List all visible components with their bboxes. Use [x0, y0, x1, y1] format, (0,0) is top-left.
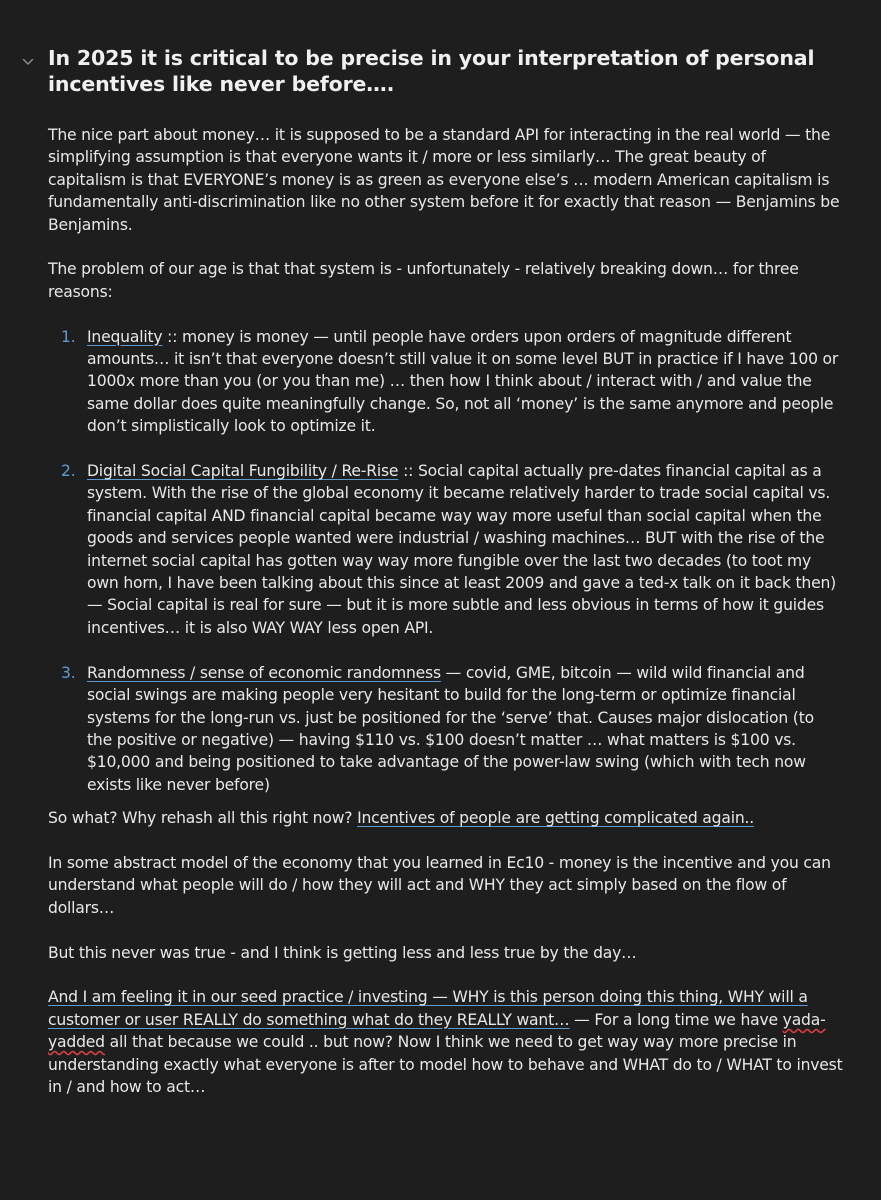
list-item	[48, 662, 843, 796]
section-heading[interactable]: In 2025 it is critical to be precise in your interpretation of personal incentives like never before….	[48, 46, 815, 96]
reason-text: — covid, GME, bitcoin — wild wild financial and social swings are making people very hesitant to build for the long-term or optimize financial systems for the long-run vs. just be positioned for the ‘serve’ that. Causes major dislocation (to the positive or negative) — having $110 vs. $100 doesn’t matter … what matters is $100 vs. $10,000 and being positioned to take advantage of the power-law swing (which with tech now exists like never before)	[87, 663, 814, 794]
list-item	[48, 326, 843, 438]
section-body	[48, 124, 843, 1121]
seed-practice-link[interactable]: And I am feeling it in our seed practice / investing — WHY is this person doing this thing, WHY will a customer or user REALLY do something what do they REALLY want…	[48, 988, 808, 1029]
paragraph: But this never was true - and I think is getting less and less true by the day…	[48, 943, 637, 962]
list-number: 2.	[61, 462, 76, 481]
reason-text: :: money is money — until people have orders upon orders of magnitude different amounts… it isn’t that everyone doesn’t still value it on some level BUT in practice if I have 100 or 1000x more than you (or you than me) … then how I think about / interact with / and value the same dollar does quite meaningfully change. So, not all ‘money’ is the same anymore and people don’t simplistically look to optimize it.	[87, 327, 839, 436]
paragraph-text: — For a long time we have	[569, 1010, 783, 1029]
paragraph: In some abstract model of the economy that you learned in Ec10 - money is the incentive and you can understand what people will do / how they will act and WHY they act simply based on the flow of dollars…	[48, 853, 831, 917]
reason-title-link[interactable]: Inequality	[87, 327, 163, 346]
paragraph-text: all that because we could .. but now? Now I think we need to get way way more precise in understanding exactly what everyone is after to model how to behave and WHAT do to / WHAT to invest in / and how to act…	[48, 1033, 843, 1096]
chevron-down-icon[interactable]	[20, 54, 36, 70]
misspelled-word[interactable]: yada-yadded	[48, 1010, 826, 1052]
list-item	[48, 460, 843, 639]
paragraph: The problem of our age is that that system is - unfortunately - relatively breaking down… for three reasons:	[48, 260, 799, 301]
list-number: 3.	[61, 663, 76, 682]
reason-text: :: Social capital actually pre-dates financial capital as a system. With the rise of the global economy it became relatively harder to trade social capital vs. financial capital AND financial capital became way way more useful than social capital when the goods and services people wanted were industrial / washing machines… BUT with the rise of the internet social capital has gotten way way more fungible over the last two decades (to toot my own horn, I have been talking about this since at least 2009 and gave a ted-x talk on it back then) — Social capital is real for sure — but it is more subtle and less obvious in terms of how it guides incentives… it is also WAY WAY less open API.	[87, 462, 837, 637]
paragraph	[48, 807, 843, 829]
reason-title-link[interactable]: Digital Social Capital Fungibility / Re-Rise	[87, 462, 399, 481]
reason-title-link[interactable]: Randomness / sense of economic randomness	[87, 663, 441, 682]
list-number: 1.	[61, 327, 76, 346]
reasons-list	[48, 326, 843, 797]
paragraph	[48, 986, 843, 1098]
paragraph: The nice part about money… it is supposed to be a standard API for interacting in the real world — the simplifying assumption is that everyone wants it / more or less similarly… The great beauty of capitalism is that EVERYONE’s money is as green as everyone else’s … modern American capitalism is fundamentally anti-discrimination like no other system before it for exactly that reason — Benjamins be Benjamins.	[48, 126, 840, 234]
paragraph-text: So what? Why rehash all this right now?	[48, 809, 358, 828]
incentives-link[interactable]: Incentives of people are getting complicated again..	[357, 809, 755, 828]
